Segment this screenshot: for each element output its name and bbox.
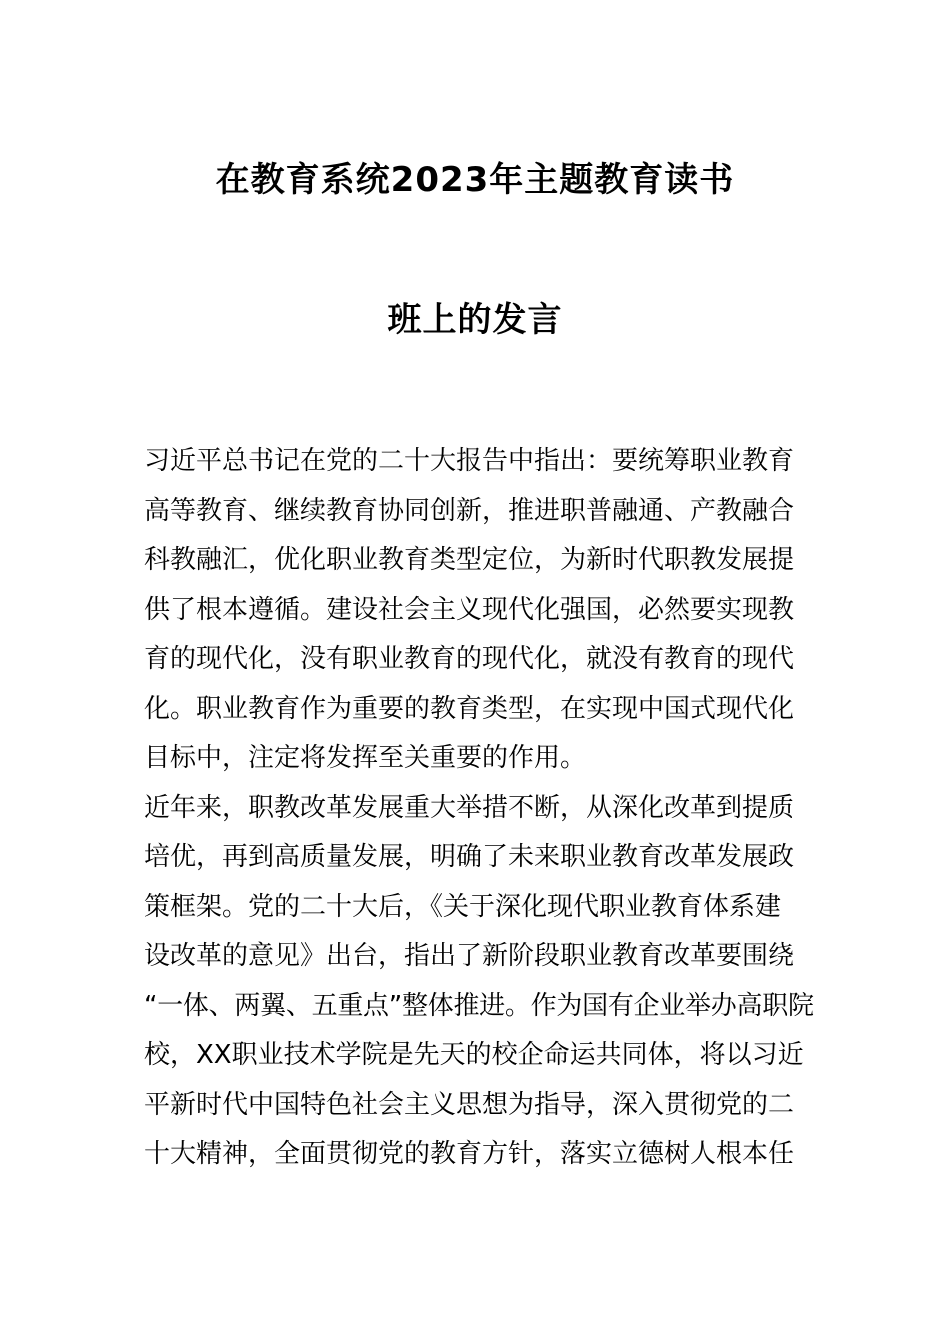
body-line: 目标中，注定将发挥至关重要的作用。 (144, 743, 587, 773)
body-line: 设改革的意见》出台，指出了新阶段职业教育改革要围绕 (144, 941, 795, 971)
body-line: 供了根本遵循。建设社会主义现代化强国，必然要实现教 (144, 594, 795, 625)
body-line: “一体、两翼、五重点”整体推进。作为国有企业举办高职院 (144, 990, 814, 1021)
body-line: 十大精神，全面贯彻党的教育方针，落实立德树人根本任 (144, 1139, 795, 1169)
body-line: 化。职业教育作为重要的教育类型，在实现中国式现代化 (144, 693, 795, 724)
body-line: 培优，再到高质量发展，明确了未来职业教育改革发展政 (144, 842, 795, 872)
document-title-line-2: 班上的发言 (387, 300, 563, 340)
document-body (144, 437, 814, 1180)
body-line: 习近平总书记在党的二十大报告中指出：要统筹职业教育 (144, 446, 795, 476)
body-line: 高等教育、继续教育协同创新，推进职普融通、产教融合 (144, 495, 795, 526)
body-line: 平新时代中国特色社会主义思想为指导，深入贯彻党的二 (144, 1089, 795, 1120)
body-line: 科教融汇，优化职业教育类型定位，为新时代职教发展提 (144, 545, 795, 575)
body-line: 策框架。党的二十大后，《关于深化现代职业教育体系建 (144, 891, 782, 922)
body-line: 校，XX职业技术学院是先天的校企命运共同体，将以习近 (144, 1040, 804, 1070)
body-line: 近年来，职教改革发展重大举措不断，从深化改革到提质 (144, 792, 795, 823)
document-title-line-1: 在教育系统2023年主题教育读书 (215, 160, 735, 200)
body-line: 育的现代化，没有职业教育的现代化，就没有教育的现代 (144, 644, 795, 674)
